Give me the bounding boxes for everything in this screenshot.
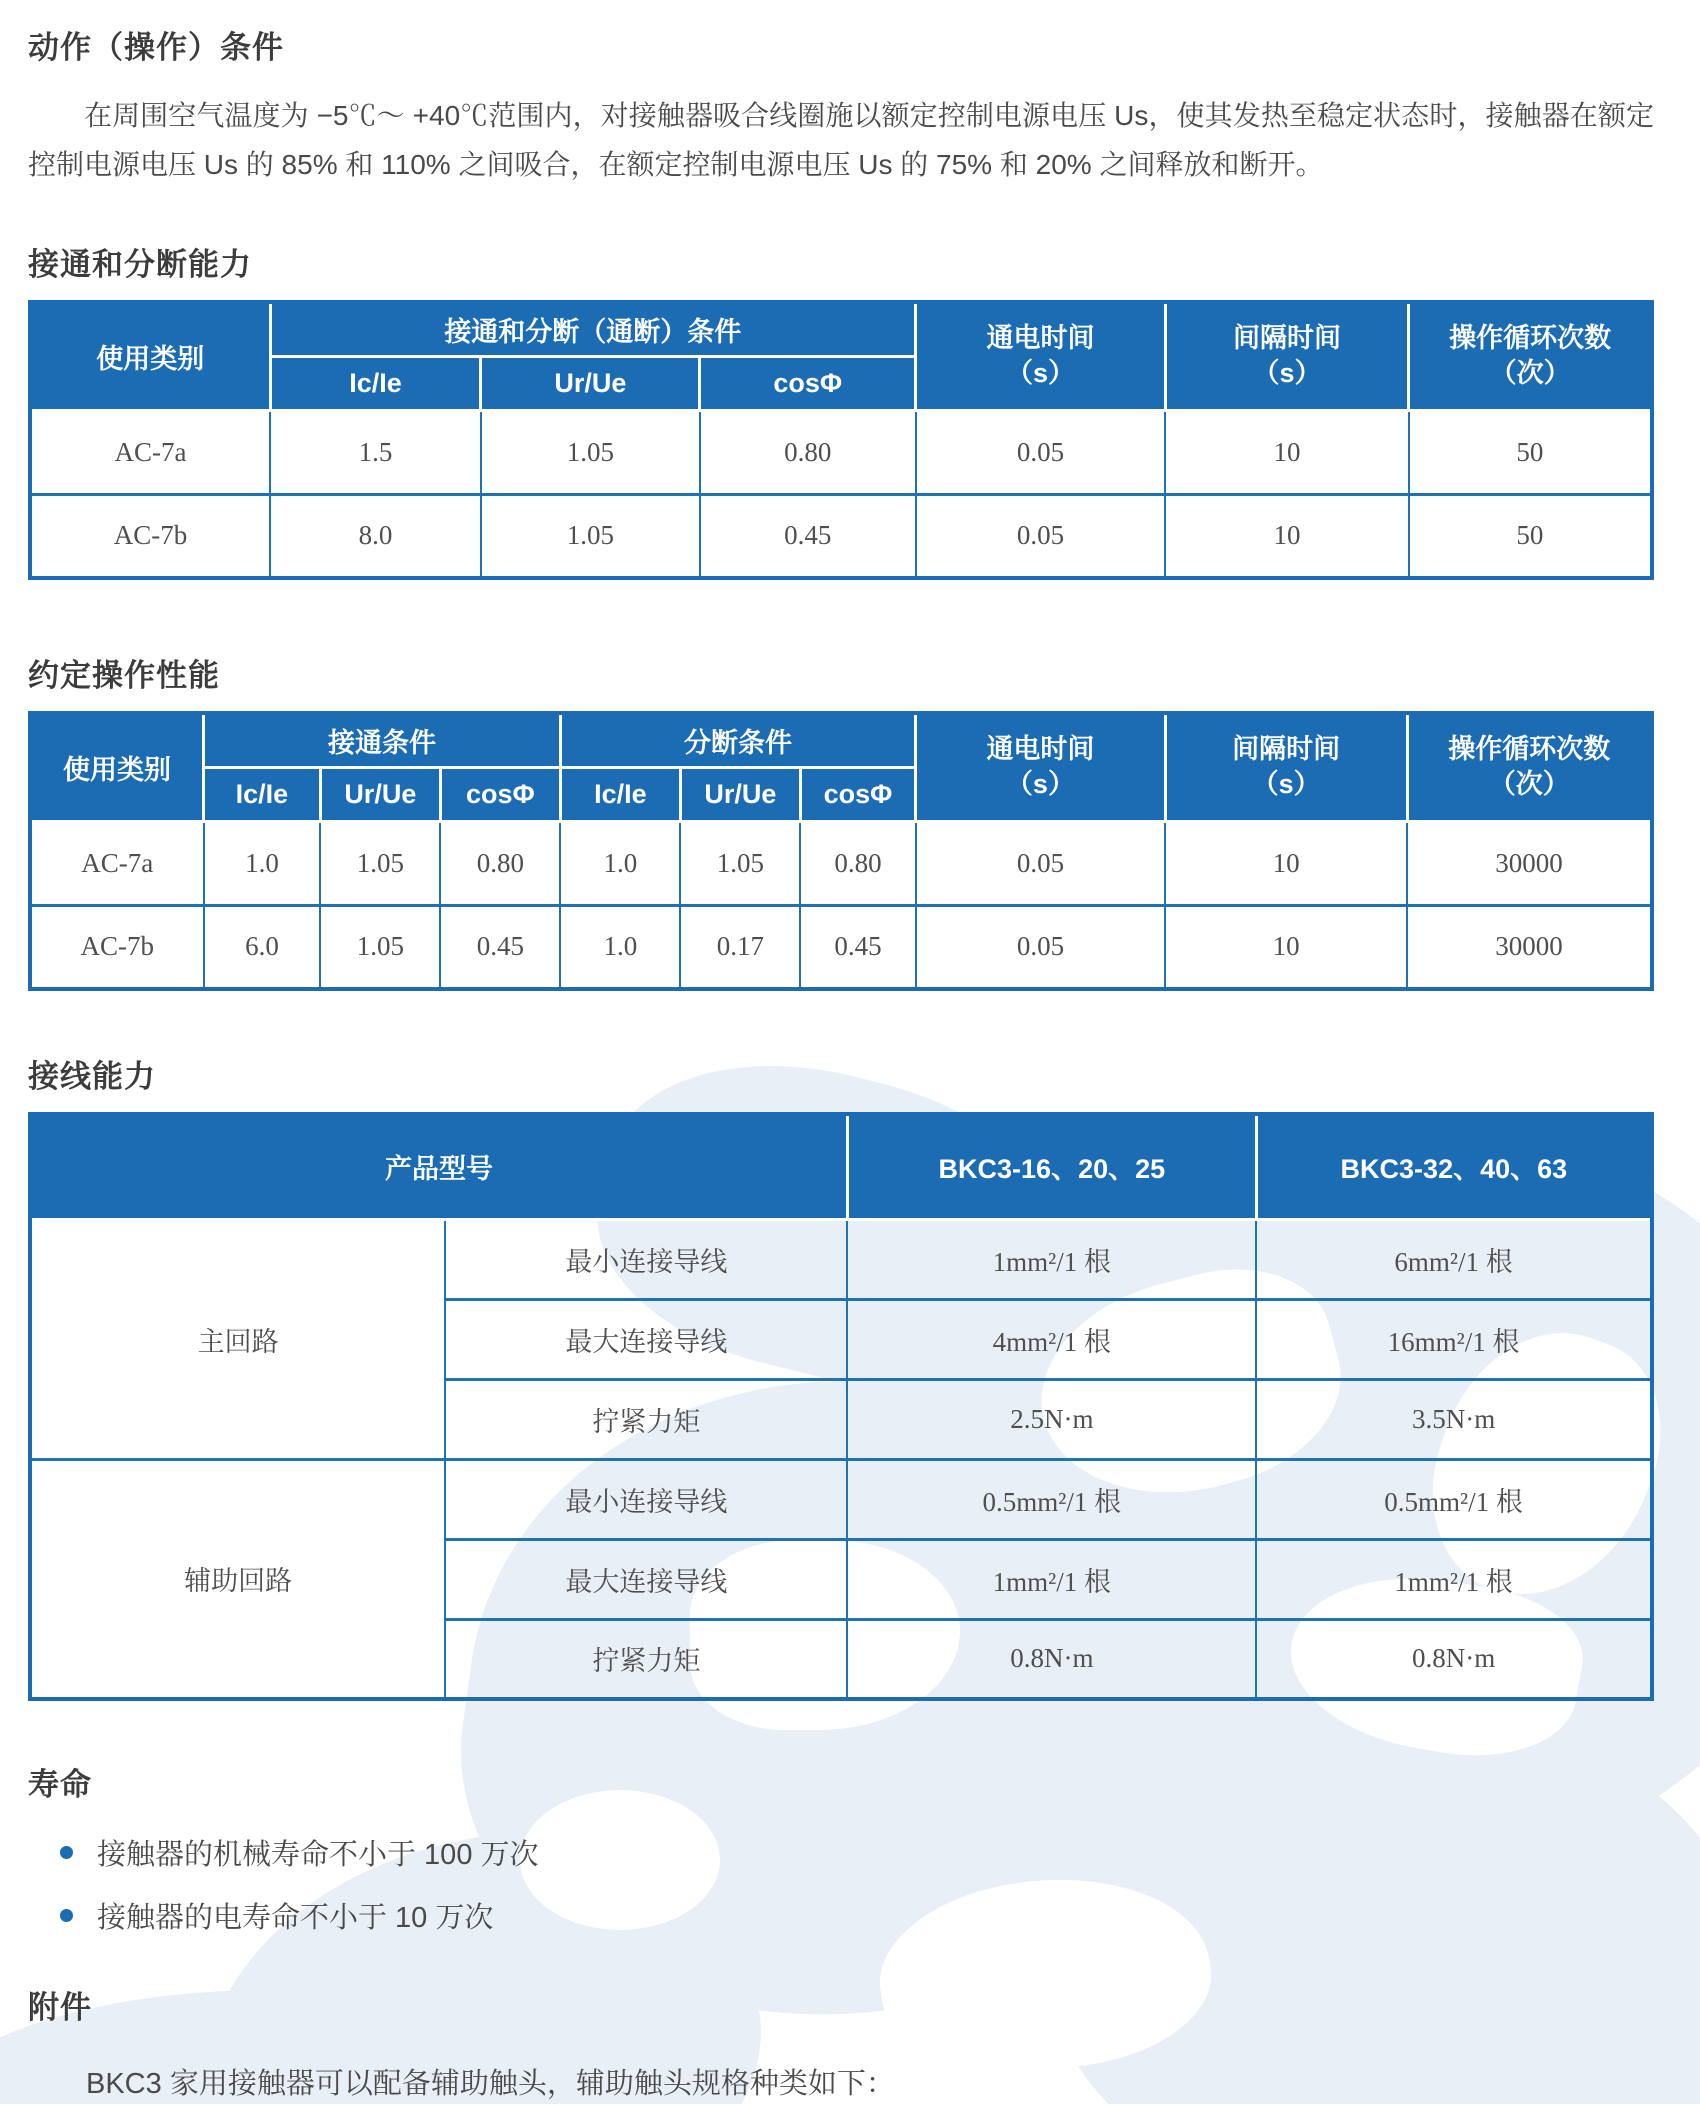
section-title-making-breaking: 接通和分断能力 (28, 247, 252, 282)
section-title-wiring: 接线能力 (28, 1059, 156, 1094)
col-header-model-large: BKC3-32、40、63 (1256, 1114, 1652, 1219)
header-unit: （s） (1005, 358, 1075, 389)
cell-value: 0.05 (916, 821, 1166, 905)
cell-value: 1.05 (481, 410, 700, 494)
cell-value: 50 (1409, 410, 1652, 494)
cell-value: 1.05 (680, 821, 800, 905)
cell-value: 1mm²/1 根 (847, 1539, 1256, 1619)
cell-usage: AC-7b (30, 494, 270, 578)
cell-spec-label: 拧紧力矩 (445, 1619, 847, 1699)
cell-value: 1.0 (560, 821, 680, 905)
cell-value: 1.5 (270, 410, 481, 494)
header-label: 间隔时间 (1232, 734, 1341, 765)
cell-value: 0.5mm²/1 根 (847, 1459, 1256, 1539)
col-header-switching-conditions: 接通和分断（通断）条件 (270, 302, 916, 356)
cell-spec-label: 最大连接导线 (445, 1299, 847, 1379)
bullet-icon (60, 1909, 73, 1922)
table-row (30, 821, 1652, 905)
cell-value: 1.0 (204, 821, 321, 905)
col-header-ic-ie: Ic/Ie (204, 767, 321, 821)
section-title-accessories: 附件 (28, 1990, 92, 2025)
col-header-on-time (916, 302, 1166, 410)
page-title: 动作（操作）条件 (28, 30, 284, 65)
cell-spec-label: 最小连接导线 (445, 1459, 847, 1539)
col-header-ur-ue: Ur/Ue (481, 356, 700, 410)
col-header-usage-category: 使用类别 (30, 713, 204, 821)
cell-value: 30000 (1407, 905, 1652, 989)
cell-value: 1.05 (320, 905, 440, 989)
header-unit: （次） (1488, 769, 1570, 800)
table-row (30, 494, 1652, 578)
col-header-ic-ie: Ic/Ie (560, 767, 680, 821)
col-header-ic-ie: Ic/Ie (270, 356, 481, 410)
col-header-break-conditions: 分断条件 (560, 713, 915, 767)
cell-value: 0.8N·m (1256, 1619, 1652, 1699)
cell-value: 10 (1165, 410, 1408, 494)
making-breaking-table (28, 300, 1654, 580)
header-label: 操作循环次数 (1449, 323, 1612, 354)
cell-value: 1.0 (560, 905, 680, 989)
cell-value: 10 (1165, 494, 1408, 578)
col-header-cos-phi: cosΦ (800, 767, 915, 821)
table-header-row (30, 302, 1652, 356)
cell-value: 30000 (1407, 821, 1652, 905)
col-header-ur-ue: Ur/Ue (320, 767, 440, 821)
header-label: 间隔时间 (1233, 323, 1342, 354)
section-title-life: 寿命 (28, 1767, 92, 1802)
table-row (30, 410, 1652, 494)
cell-value: 0.05 (916, 410, 1166, 494)
cell-value: 1.05 (320, 821, 440, 905)
cell-value: 4mm²/1 根 (847, 1299, 1256, 1379)
cell-value: 3.5N·m (1256, 1379, 1652, 1459)
cell-circuit-group: 辅助回路 (30, 1459, 445, 1699)
header-unit: （s） (1005, 769, 1075, 800)
cell-value: 0.80 (440, 821, 560, 905)
cell-usage: AC-7a (30, 410, 270, 494)
table-header-row (30, 1114, 1652, 1219)
header-unit: （s） (1251, 769, 1321, 800)
cell-value: 2.5N·m (847, 1379, 1256, 1459)
cell-circuit-group: 主回路 (30, 1219, 445, 1459)
cell-value: 6mm²/1 根 (1256, 1219, 1652, 1299)
cell-value: 0.05 (916, 494, 1166, 578)
cell-value: 0.45 (440, 905, 560, 989)
cell-value: 6.0 (204, 905, 321, 989)
section-title-conventional: 约定操作性能 (28, 658, 220, 693)
intro-paragraph: 在周围空气温度为 −5℃～ +40℃范围内，对接触器吸合线圈施以额定控制电源电压 Us，使其发热至稳定状态时，接触器在额定控制电源电压 Us 的 85% 和 110% 之间吸合，在额定控制电源电压 Us 的 75% 和 20% 之间释放和断开。 (28, 100, 1654, 180)
col-header-interval-time (1165, 302, 1408, 410)
col-header-product-model: 产品型号 (30, 1114, 847, 1219)
header-label: 操作循环次数 (1448, 734, 1611, 765)
cell-value: 0.17 (680, 905, 800, 989)
header-label: 通电时间 (986, 323, 1095, 354)
col-header-make-conditions: 接通条件 (204, 713, 561, 767)
cell-value: 0.80 (700, 410, 916, 494)
life-bullet-list (28, 1832, 1654, 1936)
bullet-icon (60, 1846, 73, 1859)
cell-value: 1mm²/1 根 (1256, 1539, 1652, 1619)
table-row (30, 1219, 1652, 1299)
wiring-capacity-table (28, 1112, 1654, 1701)
cell-value: 0.80 (800, 821, 915, 905)
col-header-operation-cycles (1409, 302, 1652, 410)
col-header-usage-category: 使用类别 (30, 302, 270, 410)
cell-usage: AC-7b (30, 905, 204, 989)
cell-value: 50 (1409, 494, 1652, 578)
table-header-row (30, 713, 1652, 767)
col-header-interval-time (1165, 713, 1407, 821)
cell-value: 10 (1165, 821, 1407, 905)
conventional-performance-table (28, 711, 1654, 991)
cell-value: 0.8N·m (847, 1619, 1256, 1699)
table-row (30, 905, 1652, 989)
list-item (60, 1895, 1654, 1936)
cell-value: 1mm²/1 根 (847, 1219, 1256, 1299)
cell-spec-label: 拧紧力矩 (445, 1379, 847, 1459)
col-header-cos-phi: cosΦ (440, 767, 560, 821)
cell-value: 8.0 (270, 494, 481, 578)
cell-value: 16mm²/1 根 (1256, 1299, 1652, 1379)
col-header-ur-ue: Ur/Ue (680, 767, 800, 821)
header-unit: （s） (1252, 358, 1322, 389)
cell-value: 0.05 (916, 905, 1166, 989)
cell-spec-label: 最小连接导线 (445, 1219, 847, 1299)
table-row (30, 1459, 1652, 1539)
header-unit: （次） (1489, 358, 1571, 389)
list-item-text: 接触器的电寿命不小于 10 万次 (97, 1902, 494, 1934)
col-header-on-time (916, 713, 1166, 821)
cell-spec-label: 最大连接导线 (445, 1539, 847, 1619)
cell-value: 0.5mm²/1 根 (1256, 1459, 1652, 1539)
accessories-paragraph: BKC3 家用接触器可以配备辅助触头，辅助触头规格种类如下： (86, 2068, 895, 2100)
cell-value: 10 (1165, 905, 1407, 989)
col-header-operation-cycles (1407, 713, 1652, 821)
col-header-cos-phi: cosΦ (700, 356, 916, 410)
cell-value: 1.05 (481, 494, 700, 578)
list-item (60, 1832, 1654, 1873)
list-item-text: 接触器的机械寿命不小于 100 万次 (97, 1839, 539, 1871)
cell-usage: AC-7a (30, 821, 204, 905)
cell-value: 0.45 (800, 905, 915, 989)
header-label: 通电时间 (986, 734, 1095, 765)
col-header-model-small: BKC3-16、20、25 (847, 1114, 1256, 1219)
cell-value: 0.45 (700, 494, 916, 578)
